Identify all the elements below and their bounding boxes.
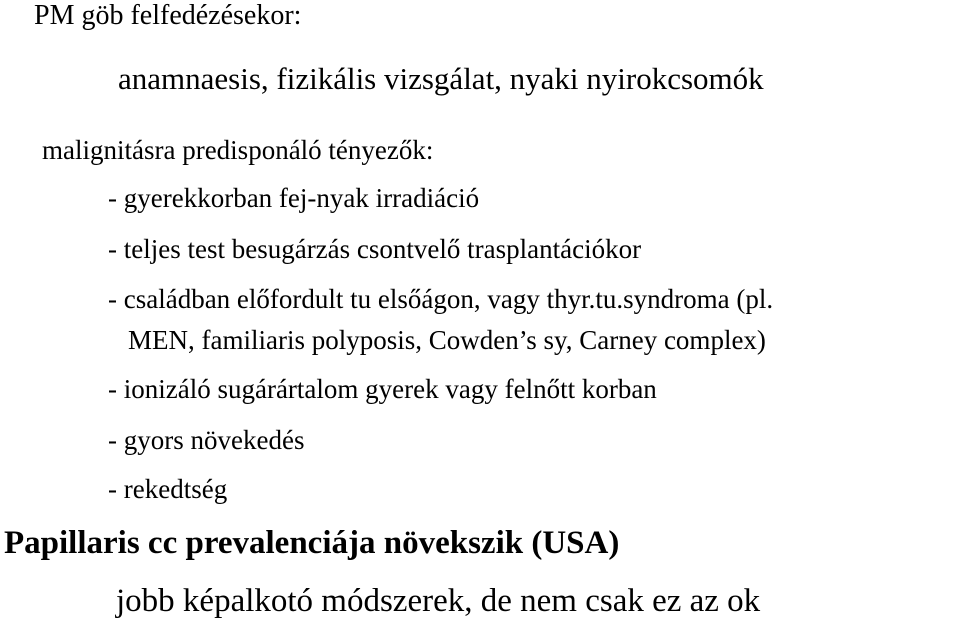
risk-factor-item: - gyors növekedés: [108, 425, 305, 455]
risk-factor-item-continuation: MEN, familiaris polyposis, Cowden’s sy, Carney complex): [128, 325, 766, 355]
risk-factor-item: - ionizáló sugárártalom gyerek vagy felnőtt korban: [108, 374, 657, 404]
prevalence-heading: Papillaris cc prevalenciája növekszik (USA): [4, 525, 620, 561]
prevalence-reason: jobb képalkotó módszerek, de nem csak ez az ok: [116, 583, 761, 619]
risk-factor-item: - gyerekkorban fej-nyak irradiáció: [108, 183, 480, 213]
risk-factor-item: - családban előfordult tu elsőágon, vagy thyr.tu.syndroma (pl.: [108, 284, 774, 314]
slide-heading: PM göb felfedézésekor:: [34, 0, 302, 31]
risk-factors-heading: malignitásra predisponáló tényezők:: [42, 135, 434, 165]
risk-factor-item: - teljes test besugárzás csontvelő trasplantációkor: [108, 234, 642, 264]
risk-factor-item: - rekedtség: [108, 474, 228, 504]
diagnostics-line: anamnaesis, fizikális vizsgálat, nyaki nyirokcsomók: [118, 61, 764, 96]
